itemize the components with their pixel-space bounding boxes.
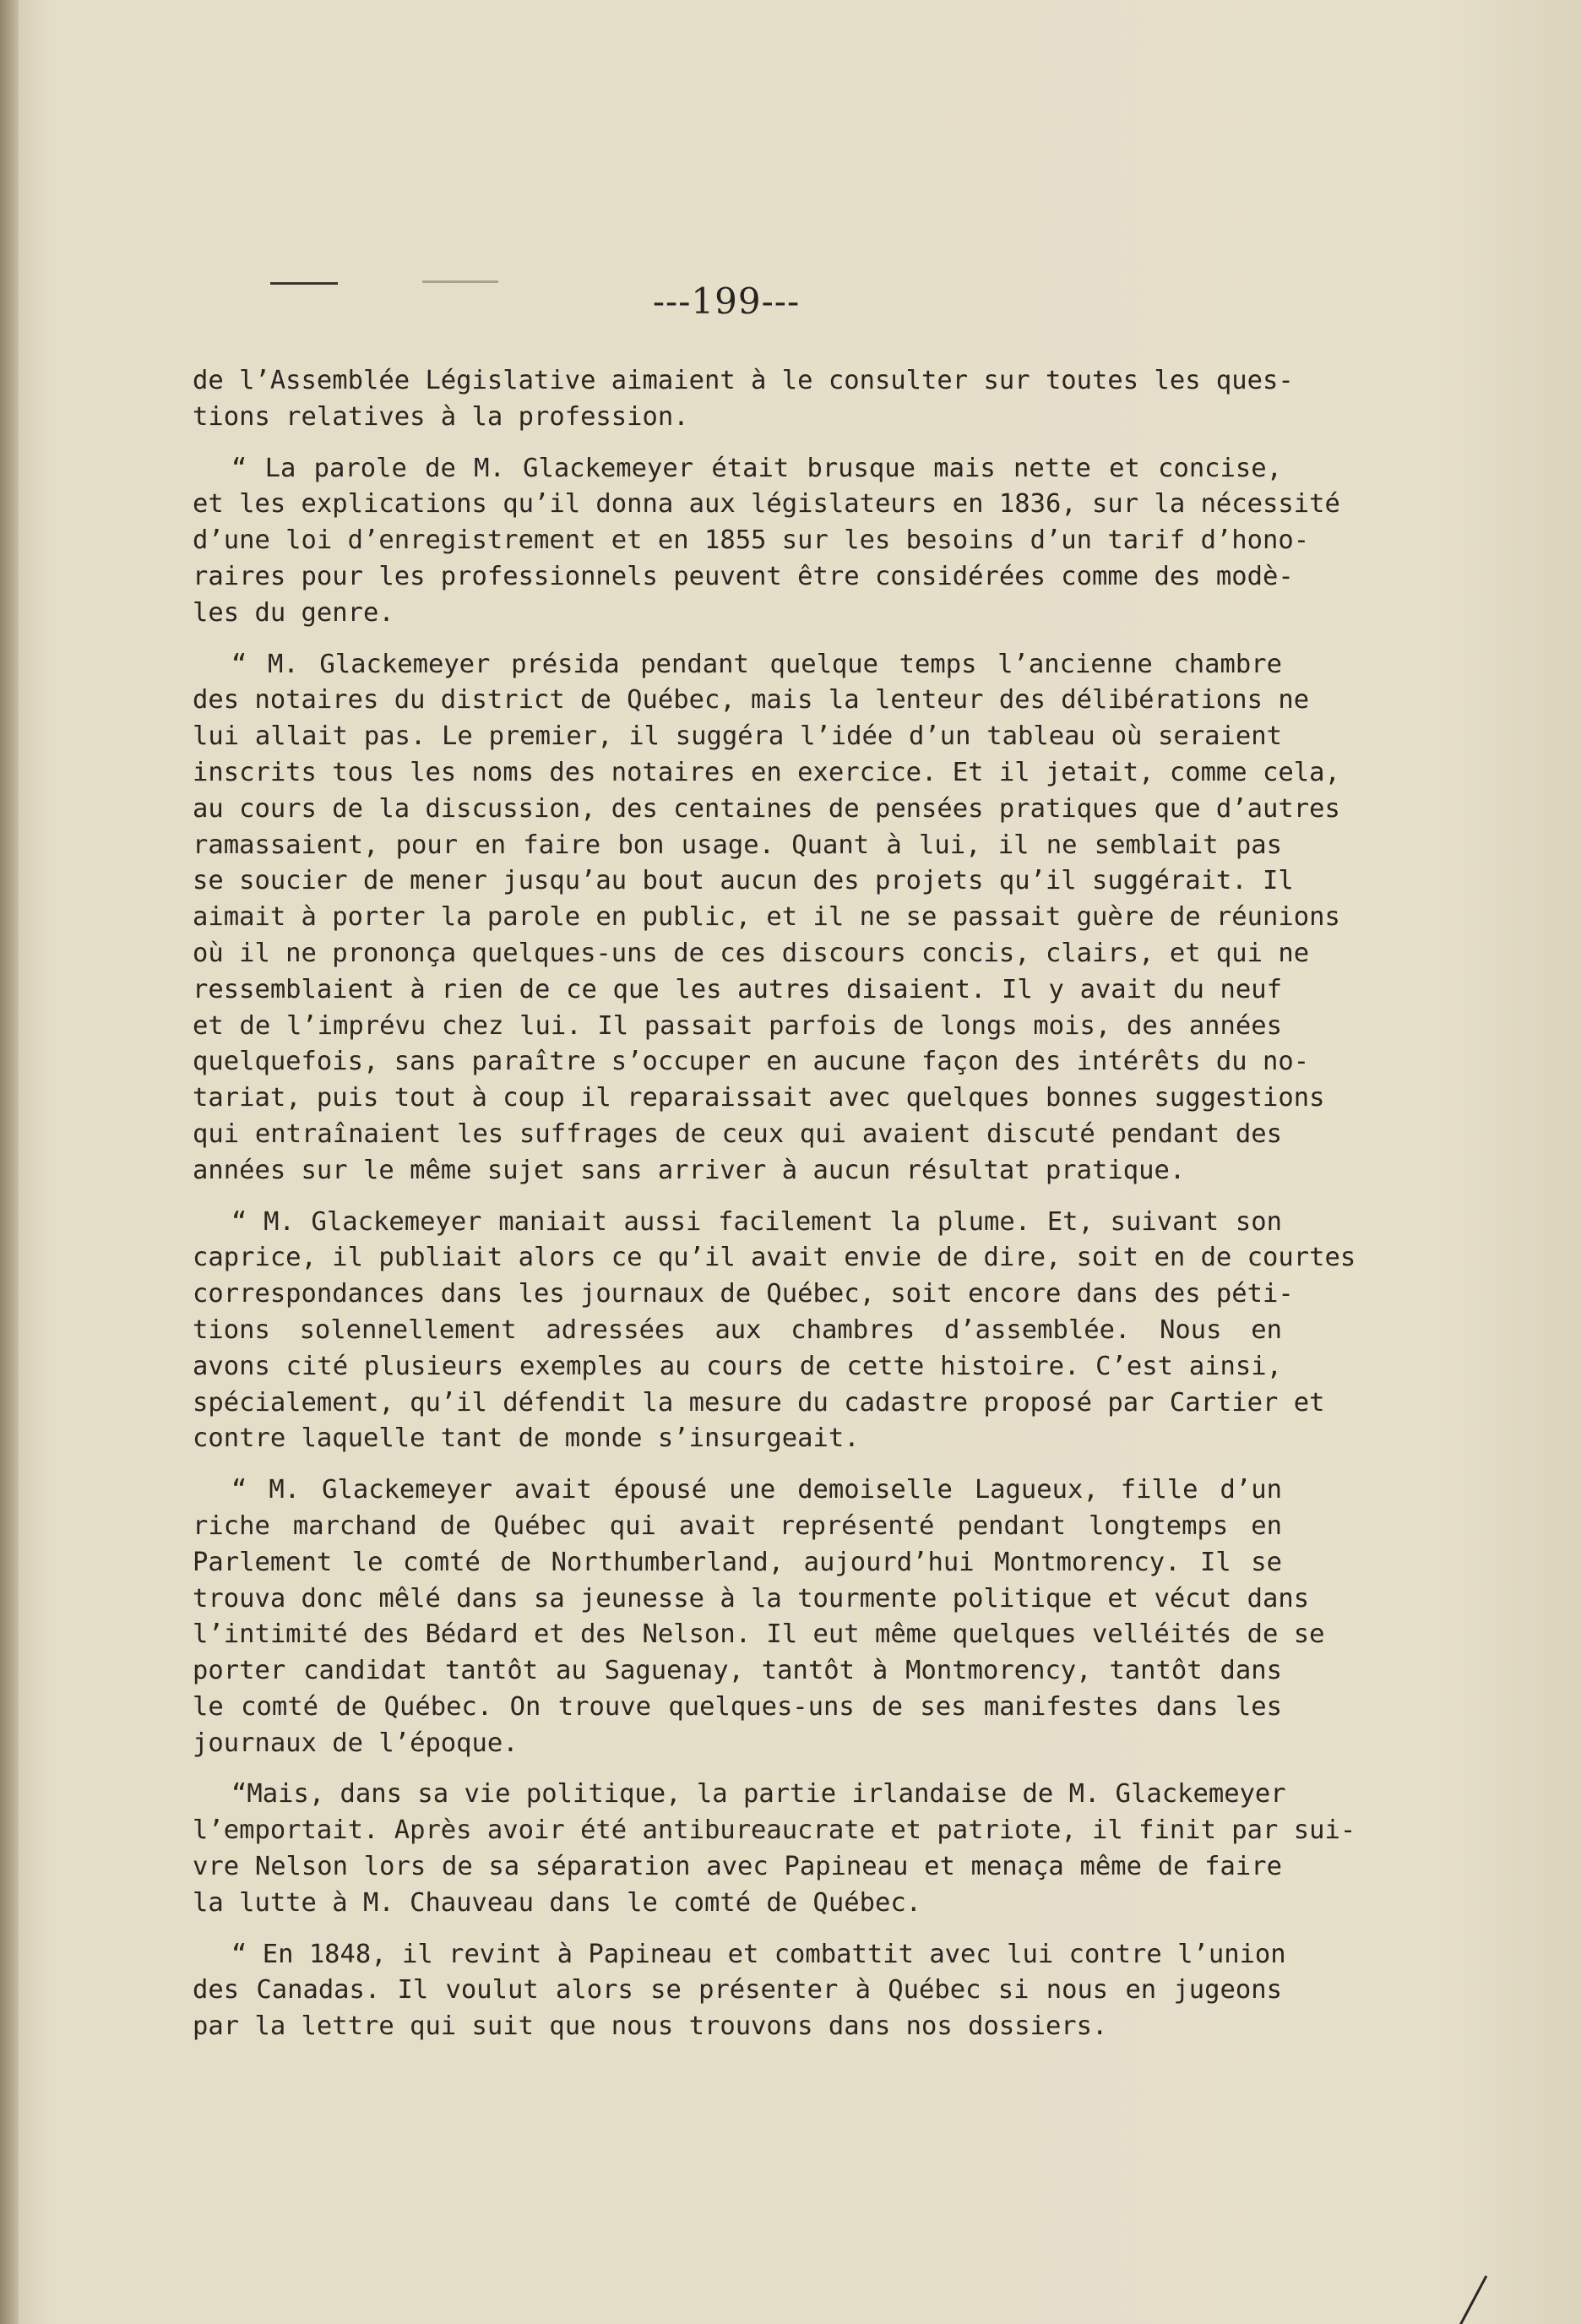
text-line: correspondances dans les journaux de Québec, soit encore dans des péti- [193, 1279, 1294, 1309]
text-line: tions solennellement adressées aux chambres d’assemblée. Nous en [193, 1314, 1282, 1345]
text-line: se soucier de mener jusqu’au bout aucun des projets qu’il suggérait. Il [193, 866, 1294, 896]
text-line: “ M. Glackemeyer présida pendant quelque temps l’ancienne chambre [231, 649, 1282, 679]
text-line: vre Nelson lors de sa séparation avec Papineau et menaça même de faire [193, 1852, 1282, 1882]
text-line: la lutte à M. Chauveau dans le comté de Québec. [193, 1887, 922, 1918]
text-line: porter candidat tantôt au Saguenay, tantôt à Montmorency, tantôt dans [193, 1656, 1282, 1686]
text-line: journaux de l’époque. [193, 1728, 519, 1758]
text-line: contre laquelle tant de monde s’insurgeait. [193, 1423, 860, 1454]
paragraph-p7 [193, 1937, 1286, 2045]
pencil-mark [1458, 2275, 1488, 2324]
text-line: “ La parole de M. Glackemeyer était brusque mais nette et concise, [231, 453, 1282, 483]
text-line: “ M. Glackemeyer maniait aussi facilement la plume. Et, suivant son [231, 1206, 1282, 1237]
text-line: au cours de la discussion, des centaines de pensées pratiques que d’autres [193, 793, 1340, 824]
paragraph-gap [193, 1761, 1282, 1777]
text-line: des notaires du district de Québec, mais la lenteur des délibérations ne [193, 685, 1310, 716]
page-binding-edge [0, 0, 19, 2324]
text-line: Parlement le comté de Northumberland, aujourd’hui Montmorency. Il se [193, 1547, 1282, 1577]
text-line: l’emportait. Après avoir été antibureaucrate et patriote, il finit par sui- [193, 1815, 1356, 1846]
text-line: aimait à porter la parole en public, et il ne se passait guère de réunions [193, 902, 1340, 933]
paragraph-gap [193, 632, 1282, 647]
text-line: par la lettre qui suit que nous trouvons dans nos dossiers. [193, 2011, 1108, 2042]
paragraph-p4 [193, 1205, 1356, 1458]
text-line: lui allait pas. Le premier, il suggéra l’idée d’un tableau où seraient [193, 721, 1282, 752]
paragraph-gap [193, 1189, 1282, 1205]
paragraph-p5 [193, 1472, 1325, 1761]
text-line: “Mais, dans sa vie politique, la partie irlandaise de M. Glackemeyer [231, 1779, 1286, 1810]
text-line: trouva donc mêlé dans sa jeunesse à la tourmente politique et vécut dans [193, 1583, 1310, 1614]
text-line: riche marchand de Québec qui avait représenté pendant longtemps en [193, 1510, 1282, 1541]
paragraph-p1 [193, 363, 1294, 436]
document-body [193, 363, 1356, 2045]
paragraph-gap [193, 436, 1282, 451]
text-line: “ En 1848, il revint à Papineau et combattit avec lui contre l’union [231, 1939, 1286, 1969]
text-line: qui entraînaient les suffrages de ceux qui avaient discuté pendant des [193, 1118, 1282, 1149]
text-line: l’intimité des Bédard et des Nelson. Il eut même quelques velléités de se [193, 1619, 1325, 1650]
text-line: inscrits tous les noms des notaires en exercice. Et il jetait, comme cela, [193, 757, 1340, 787]
text-line: raires pour les professionnels peuvent être considérées comme des modè- [193, 561, 1294, 591]
text-line: et les explications qu’il donna aux législateurs en 1836, sur la nécessité [193, 489, 1340, 520]
paragraph-p3 [193, 647, 1340, 1189]
text-line: les du genre. [193, 597, 394, 628]
text-line: ramassaient, pour en faire bon usage. Quant à lui, il ne semblait pas [193, 830, 1282, 860]
text-line: des Canadas. Il voulut alors se présenter à Québec si nous en jugeons [193, 1975, 1282, 2006]
text-line: caprice, il publiait alors ce qu’il avait envie de dire, soit en de courtes [193, 1243, 1356, 1273]
page-number: ---199--- [652, 280, 801, 322]
text-line: où il ne prononça quelques-uns de ces discours concis, clairs, et qui ne [193, 938, 1310, 968]
paragraph-gap [193, 1457, 1282, 1472]
text-line: quelquefois, sans paraître s’occuper en aucune façon des intérêts du no- [193, 1047, 1310, 1077]
text-line: le comté de Québec. On trouve quelques-uns de ses manifestes dans les [193, 1691, 1282, 1722]
text-line: spécialement, qu’il défendit la mesure du cadastre proposé par Cartier et [193, 1387, 1325, 1418]
text-line: d’une loi d’enregistrement et en 1855 sur les besoins d’un tarif d’hono- [193, 525, 1310, 556]
text-line: et de l’imprévu chez lui. Il passait parfois de longs mois, des années [193, 1010, 1282, 1041]
text-line: avons cité plusieurs exemples au cours de cette histoire. C’est ainsi, [193, 1351, 1282, 1381]
text-line: années sur le même sujet sans arriver à aucun résultat pratique. [193, 1155, 1186, 1185]
paragraph-p6 [193, 1777, 1356, 1921]
text-line: tariat, puis tout à coup il reparaissait avec quelques bonnes suggestions [193, 1083, 1325, 1113]
text-line: ressemblaient à rien de ce que les autres disaient. Il y avait du neuf [193, 974, 1282, 1004]
text-line: de l’Assemblée Législative aimaient à le consulter sur toutes les ques- [193, 366, 1294, 395]
paragraph-p2 [193, 451, 1340, 632]
text-line: tions relatives à la profession. [193, 401, 689, 432]
text-line: “ M. Glackemeyer avait épousé une demoiselle Lagueux, fille d’un [231, 1475, 1282, 1505]
paragraph-gap [193, 1922, 1282, 1937]
